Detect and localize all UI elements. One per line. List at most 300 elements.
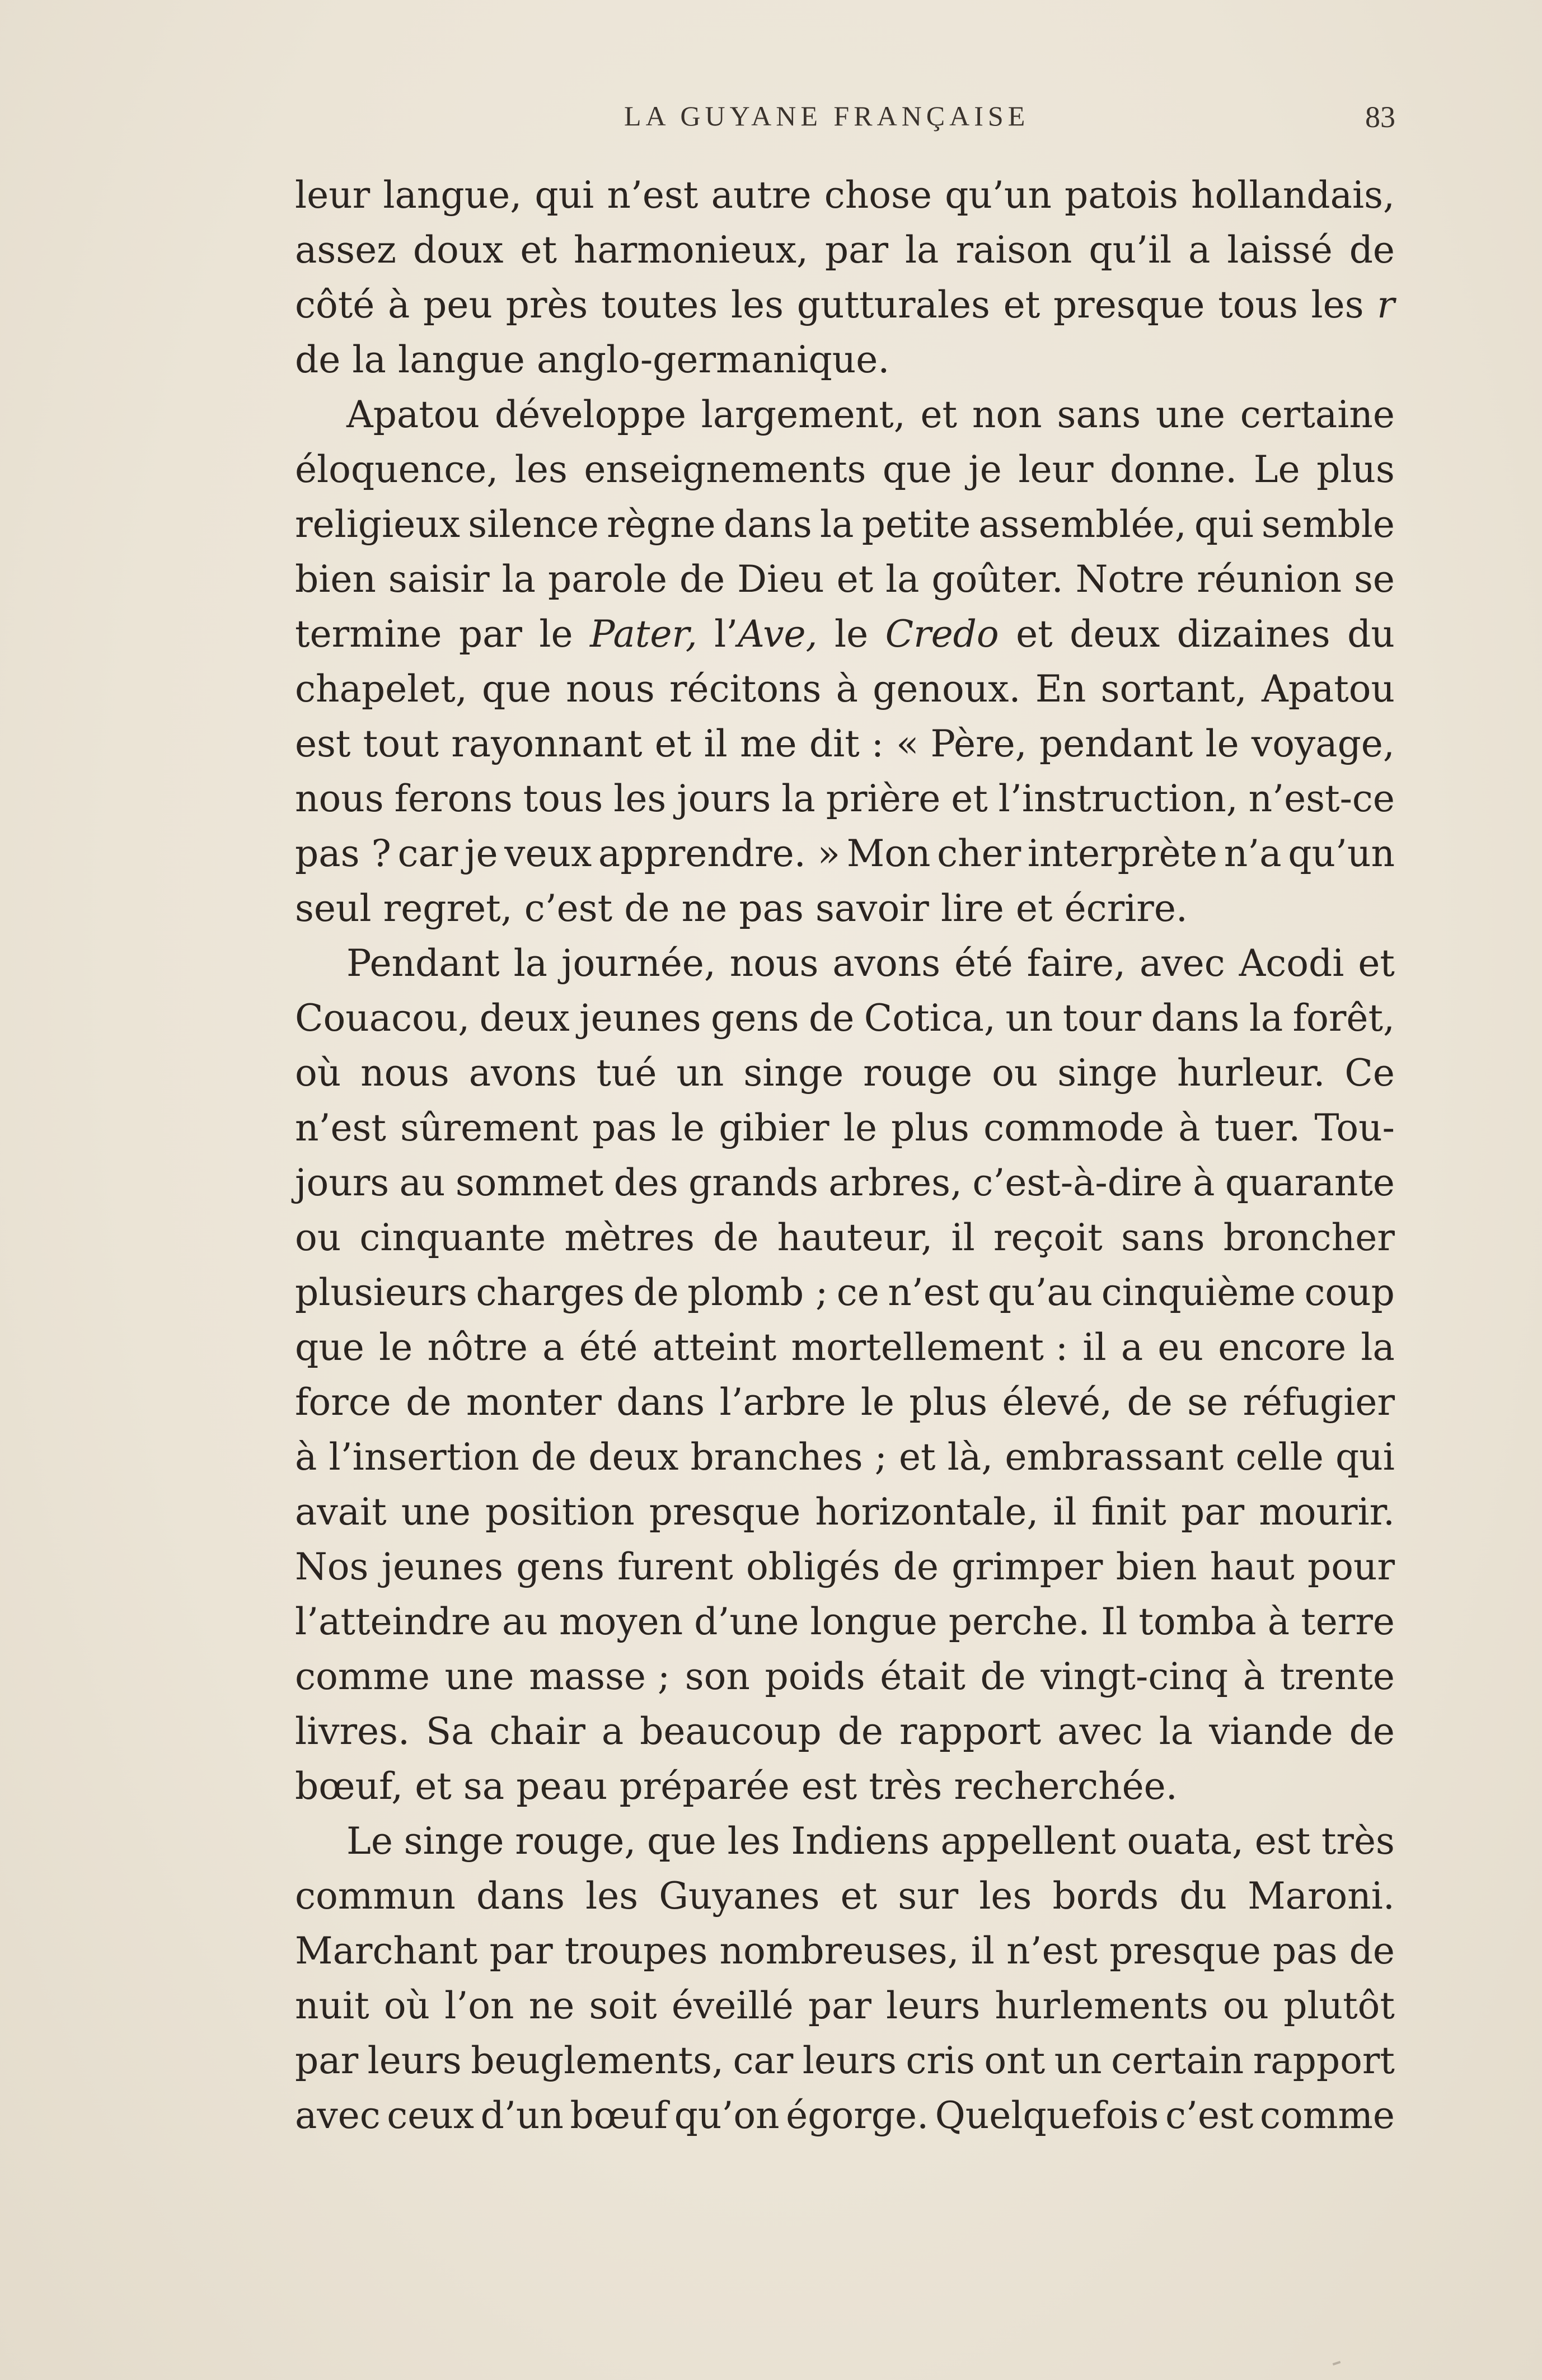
- word: perche.: [948, 1600, 1090, 1643]
- word: hurlements: [995, 1984, 1208, 2027]
- word: qu’on: [674, 2094, 780, 2137]
- word: savoir: [815, 887, 929, 930]
- word: à: [387, 283, 410, 326]
- word: l’atteindre: [295, 1600, 491, 1643]
- word: a: [1188, 228, 1211, 272]
- word: était: [880, 1655, 965, 1698]
- word: Pendant: [346, 942, 500, 985]
- word: l’instruction,: [998, 777, 1238, 820]
- word: Marchant: [295, 1929, 478, 1972]
- word: qu’il: [1089, 228, 1172, 272]
- word: très: [1321, 1820, 1395, 1863]
- word: doux: [413, 228, 504, 272]
- word: singe: [743, 1051, 844, 1095]
- word: me: [739, 722, 797, 765]
- word: sûrement: [400, 1106, 578, 1149]
- word: assemblée,: [978, 503, 1187, 546]
- word: n’est-ce: [1248, 777, 1395, 820]
- word: Mon: [846, 832, 931, 875]
- word: là,: [947, 1436, 993, 1479]
- word: seul: [295, 887, 372, 930]
- word: Indiens: [791, 1820, 930, 1863]
- word: que: [882, 448, 952, 491]
- text-line: [295, 1869, 1395, 1924]
- word: l’on: [444, 1984, 514, 2027]
- word: l’Ave,: [714, 612, 818, 656]
- word: le: [539, 612, 573, 656]
- word: Apatou: [1261, 667, 1395, 710]
- word: monter: [466, 1381, 602, 1424]
- word: car: [733, 2039, 794, 2082]
- text-line: [295, 991, 1395, 1046]
- word: qu’au: [987, 1271, 1093, 1314]
- text-line: [295, 1595, 1395, 1649]
- word: hollandais,: [1191, 174, 1395, 217]
- word: ceux: [387, 2094, 475, 2137]
- word: de: [893, 1545, 939, 1588]
- word: que: [482, 667, 551, 710]
- word: plutôt: [1283, 1984, 1395, 2027]
- text-line: [295, 223, 1395, 278]
- word: bien: [1116, 1545, 1197, 1588]
- word: nuit: [295, 1984, 369, 2027]
- word: presque: [1109, 1929, 1261, 1972]
- word: écrire.: [1064, 887, 1188, 930]
- word: et: [1016, 612, 1053, 656]
- word: chose: [824, 174, 932, 217]
- word: sur: [898, 1874, 959, 1918]
- word: trente: [1279, 1655, 1395, 1698]
- word: d’une: [694, 1600, 799, 1643]
- word: la: [885, 558, 920, 601]
- word: qu’un: [1288, 832, 1395, 875]
- page-number: 83: [1365, 100, 1395, 134]
- word: grimper: [952, 1545, 1103, 1588]
- word: la: [820, 503, 854, 546]
- word: éloquence,: [295, 448, 499, 491]
- text-line: [295, 717, 1395, 771]
- word: Nos: [295, 1545, 369, 1588]
- word: celle: [1235, 1436, 1324, 1479]
- text-line: [295, 2033, 1395, 2088]
- word: « Père,: [896, 722, 1027, 765]
- word: certaine: [1240, 393, 1395, 436]
- word: de: [1349, 1710, 1395, 1753]
- word: encore: [1218, 1326, 1347, 1369]
- word: des: [613, 1161, 678, 1204]
- word: laissé: [1227, 228, 1333, 272]
- word: sans: [1121, 1216, 1205, 1259]
- word: poids: [765, 1655, 865, 1698]
- word: sa: [463, 1765, 505, 1808]
- word: et: [951, 777, 988, 820]
- word: pas: [1272, 1929, 1338, 1972]
- word: grands: [688, 1161, 818, 1204]
- word: par: [1180, 1490, 1245, 1533]
- word: et: [920, 393, 958, 436]
- word: hauteur,: [777, 1216, 933, 1259]
- word: sans: [1057, 393, 1141, 436]
- word: d’un: [480, 2094, 564, 2137]
- text-line: [295, 1375, 1395, 1430]
- word: dans: [1151, 997, 1240, 1040]
- word: une: [1155, 393, 1225, 436]
- word: nous: [295, 777, 384, 820]
- word: récitons: [669, 667, 822, 710]
- text-line: [295, 2088, 1395, 2143]
- word: obligés: [746, 1545, 880, 1588]
- word: avec: [1057, 1710, 1143, 1753]
- word: bœuf,: [295, 1765, 404, 1808]
- word: Le: [346, 1820, 393, 1863]
- word: jeunes: [381, 1545, 504, 1588]
- word: c’est-à-dire: [972, 1161, 1183, 1204]
- word: jeunes: [579, 997, 701, 1040]
- text-line: [295, 607, 1395, 662]
- word: haut: [1210, 1545, 1295, 1588]
- word: bords: [1052, 1874, 1159, 1918]
- word: de: [713, 1216, 759, 1259]
- word: donne.: [1110, 448, 1238, 491]
- word: à: [1267, 1600, 1290, 1643]
- text-line: [295, 1265, 1395, 1320]
- word: que: [647, 1820, 716, 1863]
- word: la: [781, 777, 815, 820]
- word: par: [489, 1929, 553, 1972]
- word: leurs: [802, 2039, 897, 2082]
- word: qui: [535, 174, 594, 217]
- word: faire,: [1027, 942, 1126, 985]
- word: un: [676, 1051, 724, 1095]
- word: charges: [476, 1271, 625, 1314]
- word: été: [579, 1326, 638, 1369]
- word: soit: [589, 1984, 657, 2027]
- word: du: [1179, 1874, 1227, 1918]
- word: gens: [516, 1545, 604, 1588]
- text-line: [295, 1430, 1395, 1485]
- word: nous: [360, 1051, 449, 1095]
- word: chair: [489, 1710, 585, 1753]
- word: gibier: [719, 1106, 829, 1149]
- word: les: [514, 448, 568, 491]
- word: peau: [516, 1765, 608, 1808]
- word: la: [352, 338, 386, 381]
- word: tomba: [1138, 1600, 1257, 1643]
- word: plus: [891, 1106, 969, 1149]
- word: les: [730, 283, 784, 326]
- word: Acodi: [1239, 942, 1344, 985]
- word: près: [505, 283, 588, 326]
- word: longue: [810, 1600, 938, 1643]
- word: l’insertion: [329, 1436, 519, 1479]
- word: je: [465, 832, 498, 875]
- text-line: [295, 552, 1395, 607]
- word: n’est: [1006, 1929, 1098, 1972]
- word: est: [295, 722, 351, 765]
- word: la: [1159, 1710, 1193, 1753]
- word: plomb ;: [687, 1271, 828, 1314]
- word: saisir: [388, 558, 490, 601]
- text-line: [295, 1759, 1395, 1814]
- word: très: [869, 1765, 943, 1808]
- word: avons: [832, 942, 941, 985]
- word: par: [295, 2039, 359, 2082]
- word: il: [1082, 1326, 1107, 1369]
- word: ce: [836, 1271, 879, 1314]
- word: de: [1349, 1929, 1395, 1972]
- word: c’est: [524, 887, 613, 930]
- text-line: [295, 1210, 1395, 1265]
- word: sortant,: [1100, 667, 1247, 710]
- word: a: [1121, 1326, 1143, 1369]
- word: forêt,: [1292, 997, 1395, 1040]
- text-line: [295, 1814, 1395, 1869]
- word: furent: [617, 1545, 733, 1588]
- word: pas ?: [295, 832, 391, 875]
- word: tout: [363, 722, 439, 765]
- word: tous: [523, 777, 603, 820]
- word: cinquième: [1101, 1271, 1296, 1314]
- word: une: [444, 1655, 514, 1698]
- word: Couacou,: [295, 997, 470, 1040]
- word: Cotica,: [864, 997, 996, 1040]
- word: horizontale,: [815, 1490, 1039, 1533]
- word: Sa: [425, 1710, 474, 1753]
- word: quarante: [1225, 1161, 1395, 1204]
- word: vingt-cinq: [1041, 1655, 1229, 1698]
- word: Notre: [1075, 558, 1185, 601]
- word: commode: [983, 1106, 1165, 1149]
- word: où: [295, 1051, 341, 1095]
- word: du: [1347, 612, 1395, 656]
- word: langue,: [383, 174, 522, 217]
- word: sommet: [455, 1161, 604, 1204]
- word: où: [383, 1984, 430, 2027]
- word: nombreuses,: [719, 1929, 959, 1972]
- word: de: [1127, 1381, 1173, 1424]
- text-line: [295, 168, 1395, 223]
- word: finit: [1091, 1490, 1166, 1533]
- word: tuer.: [1214, 1106, 1301, 1149]
- word: la: [904, 228, 939, 272]
- word: de: [633, 1271, 679, 1314]
- word: le: [834, 612, 869, 656]
- word: certain: [1111, 2039, 1244, 2082]
- word: règne: [607, 503, 716, 546]
- word: pour: [1307, 1545, 1395, 1588]
- text-line: [295, 771, 1395, 826]
- word: journée,: [561, 942, 716, 985]
- word: peu: [423, 283, 493, 326]
- word: leur: [295, 174, 371, 217]
- word: interprète: [1027, 832, 1218, 875]
- word: beaucoup: [640, 1710, 822, 1753]
- word: de: [406, 1381, 452, 1424]
- word: est: [1254, 1820, 1311, 1863]
- word: ont: [984, 2039, 1046, 2082]
- word: Credo: [885, 612, 999, 656]
- word: un: [1054, 2039, 1102, 2082]
- word: masse ;: [529, 1655, 671, 1698]
- word: les: [979, 1874, 1032, 1918]
- word: nôtre: [427, 1326, 528, 1369]
- word: car: [397, 832, 458, 875]
- word: reçoit: [993, 1216, 1103, 1259]
- word: et: [415, 1765, 452, 1808]
- word: raison: [955, 228, 1072, 272]
- word: embrassant: [1005, 1436, 1224, 1479]
- word: élevé,: [1002, 1381, 1113, 1424]
- word: et: [1015, 887, 1053, 930]
- word: réfugier: [1243, 1381, 1395, 1424]
- word: veux: [504, 832, 592, 875]
- word: préparée: [619, 1765, 790, 1808]
- word: au: [502, 1600, 548, 1643]
- word: ferons: [394, 777, 513, 820]
- word: à: [1243, 1655, 1266, 1698]
- word: dizaines: [1177, 612, 1330, 656]
- word: religieux: [295, 503, 460, 546]
- word: de: [1349, 228, 1395, 272]
- text-line: [295, 1046, 1395, 1101]
- word: deux: [1070, 612, 1160, 656]
- word: il: [1053, 1490, 1077, 1533]
- word: plus: [909, 1381, 988, 1424]
- word: tous: [1218, 283, 1298, 326]
- word: de: [980, 1655, 1026, 1698]
- word: a: [542, 1326, 565, 1369]
- word: leurs: [886, 1984, 981, 2027]
- word: à: [1178, 1106, 1201, 1149]
- word: et: [836, 558, 874, 601]
- word: qui: [1194, 503, 1254, 546]
- text-line: [295, 278, 1395, 333]
- word: ouata,: [1127, 1820, 1244, 1863]
- word: tour: [1062, 997, 1142, 1040]
- word: deux: [588, 1436, 679, 1479]
- word: par: [808, 1984, 871, 2027]
- word: une: [401, 1490, 471, 1533]
- word: au: [399, 1161, 446, 1204]
- word: anglo-germanique.: [536, 338, 890, 381]
- word: goûter.: [931, 558, 1063, 601]
- word: parole: [547, 558, 667, 601]
- word: Ce: [1344, 1051, 1395, 1095]
- word: et: [654, 722, 692, 765]
- word: Dieu: [737, 558, 824, 601]
- word: appellent: [940, 1820, 1116, 1863]
- word: n’est: [295, 1106, 386, 1149]
- word: arbres,: [828, 1161, 962, 1204]
- word: harmonieux,: [573, 228, 809, 272]
- word: rapport: [1253, 2039, 1395, 2082]
- word: langue: [398, 338, 525, 381]
- word: pendant: [1039, 722, 1193, 765]
- word: regret,: [383, 887, 513, 930]
- word: par: [458, 612, 522, 656]
- word: avait: [295, 1490, 387, 1533]
- word: de: [624, 887, 670, 930]
- word: toutes: [601, 283, 718, 326]
- word: la: [1361, 1326, 1395, 1369]
- text-line: [295, 662, 1395, 717]
- word: hurleur.: [1177, 1051, 1325, 1095]
- word: cher: [937, 832, 1021, 875]
- word: moyen: [559, 1600, 683, 1643]
- running-title: LA GUYANE FRANÇAISE: [624, 100, 1030, 132]
- word: qu’un: [945, 174, 1052, 217]
- word: leur: [1018, 448, 1094, 491]
- text-line: [295, 497, 1395, 552]
- word: commun: [295, 1874, 456, 1918]
- word: de: [531, 1436, 577, 1479]
- text-line: [295, 1101, 1395, 1156]
- word: Guyanes: [659, 1874, 820, 1918]
- word: de: [679, 558, 725, 601]
- word: presque: [1053, 283, 1205, 326]
- text-line: [295, 826, 1395, 881]
- word: le: [860, 1381, 894, 1424]
- word: ou: [992, 1051, 1038, 1095]
- word: comme: [295, 1655, 430, 1698]
- text-line: [295, 442, 1395, 497]
- word: il: [951, 1216, 975, 1259]
- word: ne: [528, 1984, 575, 2027]
- word: nous: [729, 942, 819, 985]
- word: voyage,: [1251, 722, 1395, 765]
- word: la: [1249, 997, 1283, 1040]
- word: à: [836, 667, 858, 710]
- word: largement,: [701, 393, 906, 436]
- word: Pater,: [590, 612, 697, 656]
- word: de: [295, 338, 341, 381]
- word: apprendre. »: [598, 832, 841, 875]
- word: et: [1358, 942, 1395, 985]
- text-line: [295, 333, 1395, 387]
- word: autre: [711, 174, 812, 217]
- word: la: [513, 942, 548, 985]
- word: de: [809, 997, 855, 1040]
- word: de: [837, 1710, 883, 1753]
- word: il: [704, 722, 728, 765]
- word: son: [685, 1655, 750, 1698]
- word: réunion: [1197, 558, 1342, 601]
- word: dans: [476, 1874, 565, 1918]
- word: terre: [1301, 1600, 1395, 1643]
- word: assez: [295, 228, 396, 272]
- word: il: [971, 1929, 995, 1972]
- text-line: [295, 1979, 1395, 2033]
- word: plusieurs: [295, 1271, 467, 1314]
- text-line: [295, 881, 1395, 936]
- word: mortellement :: [791, 1326, 1068, 1369]
- word: se: [1187, 1381, 1229, 1424]
- word: et: [1003, 283, 1041, 326]
- word: gens: [710, 997, 799, 1040]
- paper-speck: [1333, 2361, 1341, 2365]
- word: qui: [1335, 1436, 1395, 1479]
- word: rouge,: [515, 1820, 636, 1863]
- word: côté: [295, 283, 375, 326]
- word: le: [671, 1106, 705, 1149]
- word: l’arbre: [719, 1381, 846, 1424]
- word: troupes: [564, 1929, 708, 1972]
- word: les: [727, 1820, 780, 1863]
- word: leurs: [367, 2039, 462, 2082]
- word: beuglements,: [471, 2039, 724, 2082]
- word: pas: [592, 1106, 657, 1149]
- text-line: [295, 1649, 1395, 1704]
